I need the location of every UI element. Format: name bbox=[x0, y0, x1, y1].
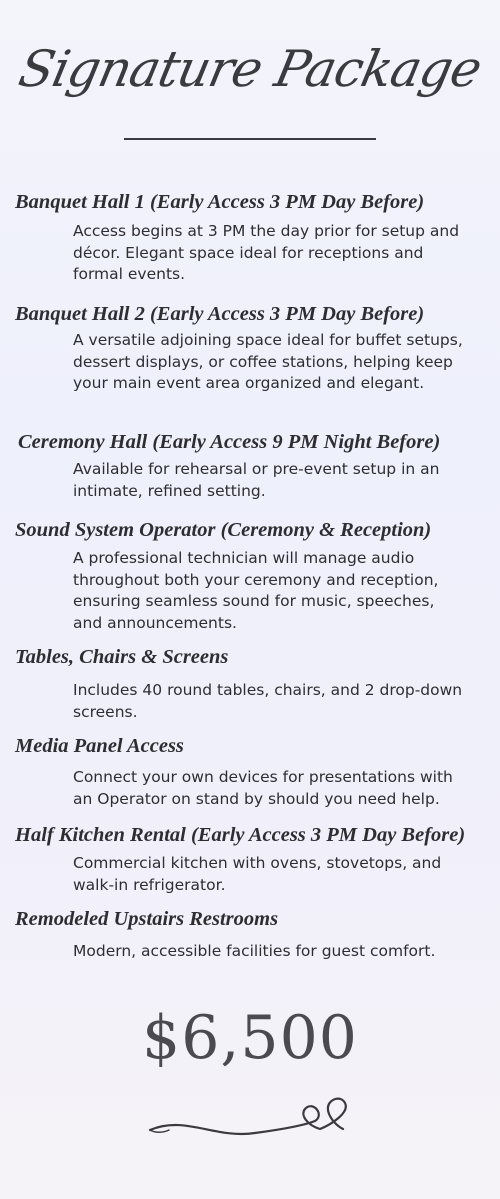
item-description: Includes 40 round tables, chairs, and 2 drop-down screens. bbox=[73, 681, 463, 721]
item-heading: Ceremony Hall (Early Access 9 PM Night Before) bbox=[18, 431, 441, 453]
item-description: Connect your own devices for presentations with an Operator on stand by should you need help. bbox=[73, 768, 453, 808]
item-description: Modern, accessible facilities for guest comfort. bbox=[73, 942, 436, 960]
item-description: Available for rehearsal or pre-event setup in an intimate, refined setting. bbox=[73, 460, 440, 500]
package-price: $6,500 bbox=[142, 1003, 358, 1073]
item-heading: Half Kitchen Rental (Early Access 3 PM Day Before) bbox=[15, 824, 466, 846]
item-heading: Sound System Operator (Ceremony & Reception) bbox=[15, 519, 432, 541]
item-description: A professional technician will manage audio throughout both your ceremony and reception, ensuring seamless sound for music, speeches, and announcements. bbox=[73, 549, 439, 632]
item-heading: Remodeled Upstairs Restrooms bbox=[15, 908, 279, 930]
item-description: Access begins at 3 PM the day prior for setup and décor. Elegant space ideal for receptions and formal events. bbox=[73, 222, 460, 283]
item-description: A versatile adjoining space ideal for buffet setups, dessert displays, or coffee stations, helping keep your main event area organized and elegant. bbox=[73, 331, 463, 392]
item-heading: Banquet Hall 1 (Early Access 3 PM Day Before) bbox=[15, 191, 425, 213]
item-heading: Media Panel Access bbox=[15, 735, 184, 757]
item-heading: Banquet Hall 2 (Early Access 3 PM Day Before) bbox=[15, 303, 425, 325]
item-heading: Tables, Chairs & Screens bbox=[15, 646, 229, 668]
page-title: Signature Package bbox=[13, 40, 487, 98]
item-description: Commercial kitchen with ovens, stovetops, and walk-in refrigerator. bbox=[73, 854, 442, 894]
heart-flourish-icon bbox=[145, 1095, 355, 1145]
title-divider bbox=[124, 138, 376, 140]
